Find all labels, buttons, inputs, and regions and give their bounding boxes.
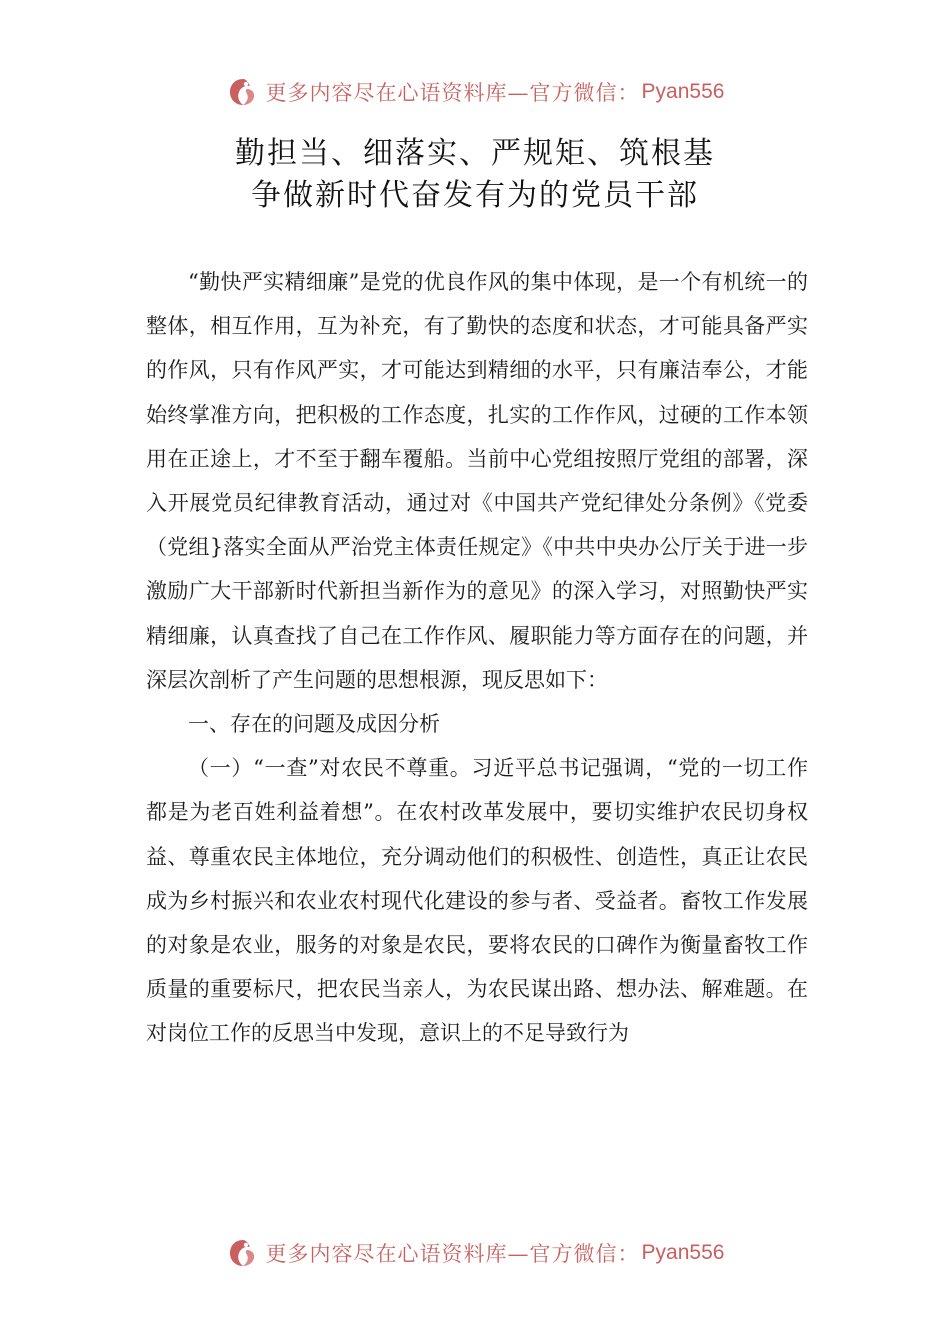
wechat-id: Pyan556 [641, 1241, 725, 1264]
page-title-line-1: 勤担当、细落实、严规矩、筑根基 [235, 136, 715, 171]
banner-text: 更多内容尽在心语资料库—官方微信： [265, 81, 640, 105]
footer-banner [0, 1231, 950, 1275]
paragraph: （一）“一查”对农民不尊重。习近平总书记强调，“党的一切工作都是为老百姓利益着想”。在农村改革发展中，要切实维护农民切身权益、尊重农民主体地位，充分调动他们的积极性、创造性，真正让农民成为乡村振兴和农业农村现代化建设的参与者、受益者。畜牧工作发展的对象是农业，服务的对象是农民，要将农民的口碑作为衡量畜牧工作质量的重要标尺，把农民当亲人，为农民谋出路、想办法、解难题。在对岗位工作的反思当中发现，意识上的不足导致行为 [146, 756, 808, 1046]
banner-text: 更多内容尽在心语资料库—官方微信： [265, 1242, 640, 1266]
section-heading: 一、存在的问题及成因分析 [188, 712, 440, 737]
paragraph: “勤快严实精细廉”是党的优良作风的集中体现，是一个有机统一的整体，相互作用，互为补充，有了勤快的态度和状态，才可能具备严实的作风，只有作风严实，才可能达到精细的水平，只有廉洁奉公，才能始终掌准方向，把积极的工作态度，扎实的工作作风，过硬的工作本领用在正途上，才不至于翻车覆船。当前中心党组按照厅党组的部署，深入开展党员纪律教育活动，通过对《中国共产党纪律处分条例》《党委（党组}落实全面从严治党主体责任规定》《中共中央办公厅关于进一步激励广大干部新时代新担当新作为的意见》的深入学习，对照勤快严实精细廉，认真查找了自己在工作作风、履职能力等方面存在的问题，并深层次剖析了产生问题的思想根源，现反思如下： [146, 270, 808, 692]
wechat-id: Pyan556 [641, 80, 725, 103]
document-body [146, 260, 808, 1056]
header-banner [0, 70, 950, 114]
logo-icon [226, 1236, 260, 1270]
logo-icon [226, 75, 260, 109]
page-title-line-2: 争做新时代奋发有为的党员干部 [251, 178, 699, 213]
